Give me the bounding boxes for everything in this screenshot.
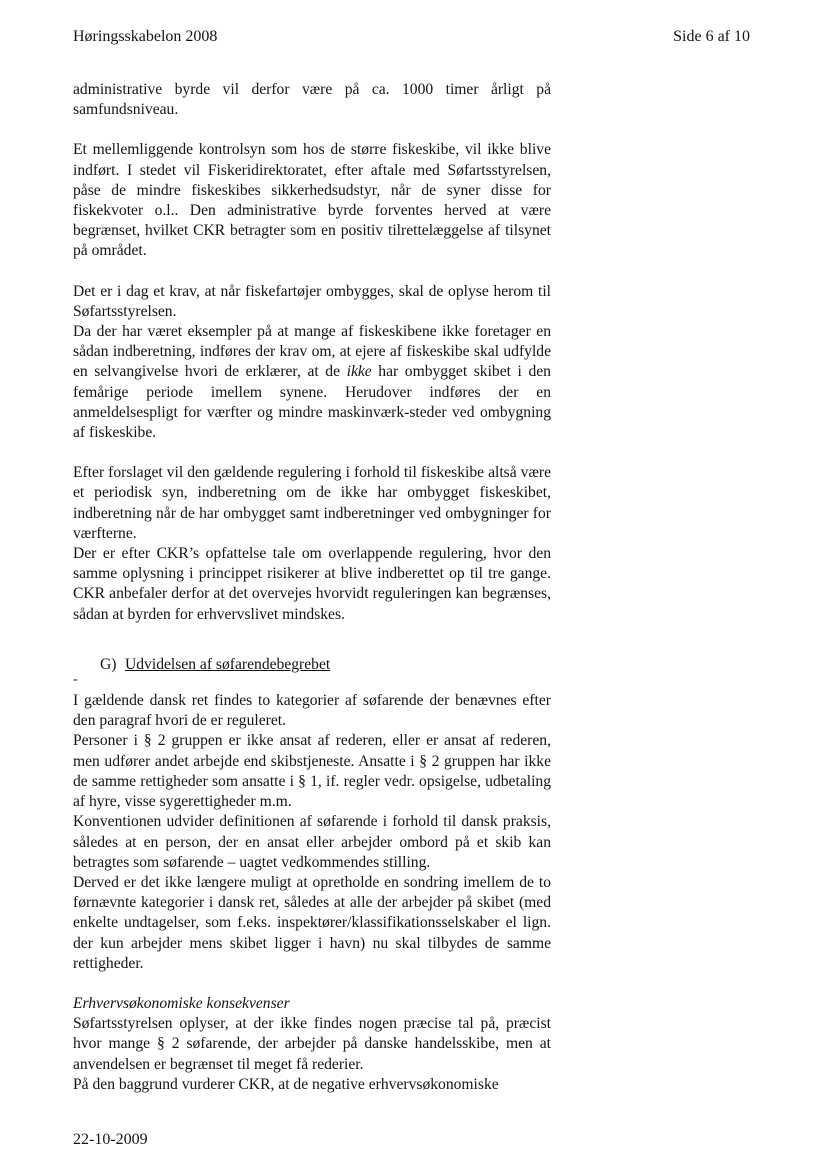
dash-mark: -: [73, 672, 78, 688]
text-run: har ombygget skibet i den femårige periode imellem synene. Herudover indføres der en anmeldelsespligt for værfter og mindre maskinværk-steder ved ombygning af fiskeskibe.: [73, 363, 551, 442]
section-title: Udvidelsen af søfarendebegrebet: [125, 655, 331, 673]
paragraph: administrative byrde vil derfor være på ca. 1000 timer årligt på samfundsniveau.: [73, 81, 551, 119]
paragraph: Søfartsstyrelsen oplyser, at der ikke findes nogen præcise tal på, præcist hvor mange § 2 søfarende, der arbejder på danske handelsskibe, men at anvendelsen er begrænset til meget få rederier.: [73, 1015, 551, 1073]
paragraph: Der er efter CKR’s opfattelse tale om overlappende regulering, hvor den samme oplysning i princippet risikerer at blive indberettet op til tre gange. CKR anbefaler derfor at det overvejes hvorvidt reguleringen kan begrænses, sådan at byrden for erhvervslivet mindskes.: [73, 545, 551, 623]
paragraph: [73, 322, 551, 443]
paragraph: Konventionen udvider definitionen af søfarende i forhold til dansk praksis, således at en person, der en ansat eller arbejder ombord på et skib kan betragtes som søfarende – uagtet vedkommendes stilling.: [73, 813, 551, 871]
paragraph: Efter forslaget vil den gældende regulering i forhold til fiskeskibe altså være et periodisk syn, indberetning om de ikke har ombygget fiskeskibet, indberetning når de har ombygget samt indberetninger ved ombygninger for værfterne.: [73, 464, 551, 542]
section-heading: [100, 655, 551, 675]
emphasis: ikke: [346, 363, 372, 381]
header-title: Høringsskabelon 2008: [73, 28, 218, 45]
paragraph: Det er i dag et krav, at når fiskefartøjer ombygges, skal de oplyse herom til Søfartsstyrelsen.: [73, 282, 551, 320]
page-number: Side 6 af 10: [673, 28, 750, 45]
paragraph: I gældende dansk ret findes to kategorier af søfarende der benævnes efter den paragraf hvori de er reguleret.: [73, 692, 551, 730]
section-number: G): [100, 655, 117, 673]
footer-date: 22-10-2009: [73, 1131, 148, 1148]
text-run: Da der har været eksempler på at mange af fiskeskibene ikke foretager en sådan indberetning, indføres der krav om, at ejere af fiskeskibe skal udfylde en selvangivelse hvori de erklærer, at de: [73, 323, 551, 381]
paragraph: På den baggrund vurderer CKR, at de negative erhvervsøkonomiske: [73, 1075, 499, 1093]
subheading: Erhvervsøkonomiske konsekvenser: [73, 994, 290, 1012]
paragraph: Personer i § 2 gruppen er ikke ansat af rederen, eller er ansat af rederen, men udfører andet arbejde end skibstjeneste. Ansatte i § 2 gruppen har ikke de samme rettigheder som ansatte i § 1, if. regler vedr. opsigelse, udbetaling af hyre, visse sygerettigheder m.m.: [73, 732, 551, 811]
document-body: [73, 80, 551, 1095]
paragraph: Derved er det ikke længere muligt at opretholde en sondring imellem de to førnævnte kategorier i dansk ret, således at alle der arbejder på skibet (med enkelte undtagelser, som f.eks. inspektører/klassifikationsselskaber el lign. der kun arbejder mens skibet ligger i havn) nu skal tilbydes de samme rettigheder.: [73, 873, 551, 972]
paragraph: Et mellemliggende kontrolsyn som hos de større fiskeskibe, vil ikke blive indført. I stedet vil Fiskeridirektoratet, efter aftale med Søfartsstyrelsen, påse de mindre fiskeskibes sikkerhedsudstyr, når de syner disse for fiskekvoter o.l.. Den administrative byrde forventes herved at være begrænset, hvilket CKR betragter som en positiv tilrettelæggelse af tilsynet på området.: [73, 141, 551, 260]
